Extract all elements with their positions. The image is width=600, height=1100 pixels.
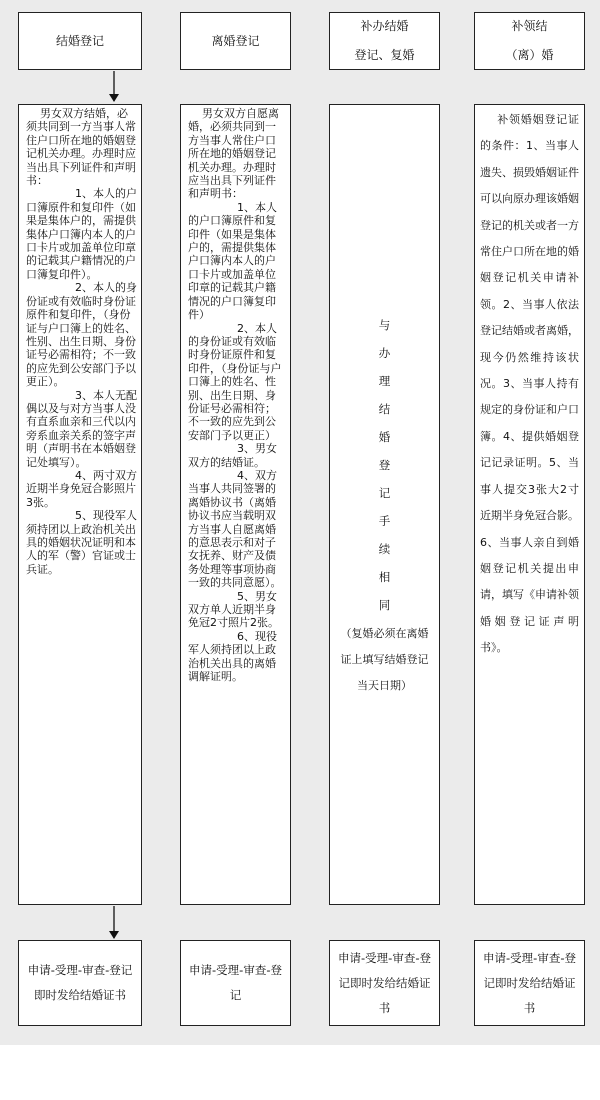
requirement-text: 5、男女双方单人近期半身免冠2寸照片2张。 [188,589,279,630]
requirement-text: 6、现役军人须持团以上政治机关出具的离婚调解证明。 [188,629,277,684]
remarriage-note: （复婚必须在离婚证上填写结婚登记当天日期） [340,626,429,692]
header-line: 登记、复婚 [354,48,415,62]
vertical-char: 同 [378,597,391,612]
header-marriage-label: 结婚登记 [55,33,104,48]
process-divorce-registration [180,940,291,1026]
header-divorce-label: 离婚登记 [211,33,260,48]
vertical-char: 婚 [378,429,391,444]
process-text: 申请-受理-审查-登记 [189,963,282,1002]
vertical-char: 记 [378,485,391,500]
process-text: 申请-受理-审查-登记即时发给结婚证书 [483,950,576,1015]
requirement-text: 2、本人的身份证或有效临时身份证原件和复印件，（身份证与户口簿上的姓名、性别、出生日期、身份证号必需相符；不一致的应先到公安部门予以更正）。 [26,281,137,389]
vertical-char: 相 [378,569,391,584]
header-divorce-registration [180,12,291,70]
requirement-text: 1、本人的户口簿原件和复印件（如果是集体户的，需提供集体户口簿内本人的户口卡片或加盖单位印章的记载其户籍情况的户口簿复印件）。 [26,187,137,281]
process-certificate-reissue [474,940,585,1026]
requirement-text: 4、双方当事人共同签署的离婚协议书（离婚协议书应当载明双方当事人自愿离婚的意思表示和对子女抚养、财产及债务处理等事项协商一致的共同意愿）。 [188,468,282,590]
requirement-text: 3、本人无配偶以及与对方当事人没有直系血亲和三代以内旁系血亲关系的签字声明（声明书在本婚姻登记处填写）。 [26,388,137,469]
header-line: 补办结婚 [360,19,409,33]
process-text: 申请-受理-审查-登记即时发给结婚证书 [338,950,431,1015]
requirement-text: 补领婚姻登记证的条件：1、当事人遗失、损毁婚姻证件可以向原办理该婚姻登记的机关或者一方常住户口所在地的婚姻登记机关申请补领。2、当事人依法登记结婚或者离婚，现今仍然维持该状况。3、当事人持有规定的身份证和户口簿。4、提供婚姻登记记录证明。5、当事人提交3张大2寸近期半身免冠合影。6、当事人亲自到婚姻登记机关提出申请，填写《申请补领婚姻登记证声明书》。 [480,113,579,655]
header-line: 补领结 [511,19,548,33]
header-supplementary-marriage-registration [329,12,440,70]
vertical-char: 办 [378,345,391,360]
requirement-text: 3、男女双方的结婚证。 [188,442,277,469]
requirements-marriage-registration [18,104,142,905]
process-supplementary-marriage [329,940,440,1026]
header-marriage-registration [18,12,142,70]
requirement-text: 4、两寸双方近期半身免冠合影照片3张。 [26,468,137,509]
process-marriage-registration [18,940,142,1026]
requirement-text: 男女双方结婚，必须共同到一方当事人常住户口所在地的婚姻登记机关办理。办理时应当出具下列证件和声明书： [26,107,136,188]
header-line: （离）婚 [505,48,554,62]
requirement-text: 男女双方自愿离婚，必须共同到一方当事人常住户口所在地的婚姻登记机关办理。办理时应当出具下列证件和声明书： [188,107,279,201]
requirement-text: 5、现役军人须持团以上政治机关出具的婚姻状况证明和本人的军（警）官证或士兵证。 [26,509,137,576]
process-text: 申请-受理-审查-登记即时发给结婚证书 [27,963,133,1002]
header-certificate-reissue [474,12,585,70]
requirement-text: 2、本人的身份证或有效临时身份证原件和复印件，（身份证与户口簿上的姓名、性别、出生日期、身份证号必需相符；不一致的应先到公安部门予以更正） [188,321,282,442]
requirements-divorce-registration [180,104,291,905]
requirements-certificate-reissue [474,104,585,905]
vertical-char: 结 [378,401,391,416]
vertical-char: 与 [378,317,391,332]
vertical-char: 续 [378,541,391,556]
requirement-text: 1、本人的户口簿原件和复印件（如果是集体户的，需提供集体户口簿内本人的户口卡片或加盖单位印章的记载其户籍情况的户口簿复印件） [188,200,277,322]
vertical-char: 手 [378,513,391,528]
vertical-char: 理 [378,373,391,388]
requirements-supplementary-marriage [329,104,440,905]
vertical-char: 登 [378,457,391,472]
